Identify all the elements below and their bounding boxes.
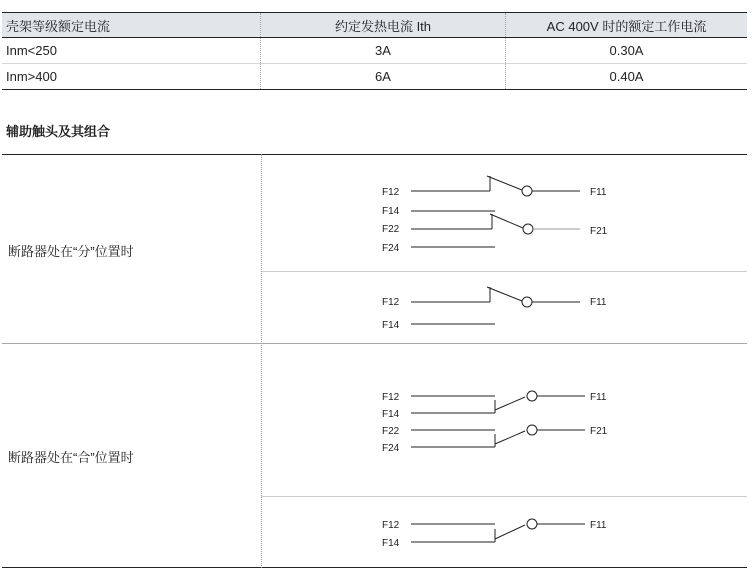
terminal-label: F12 [382,392,400,403]
terminal-label: F14 [382,206,400,217]
terminal-label: F22 [382,426,400,437]
cell-thermal-current: 3A [261,38,506,64]
terminal-label: F14 [382,409,400,420]
open-position-label: 断路器处在“分”位置时 [8,244,134,259]
header-operating-current: AC 400V 时的额定工作电流 [506,13,748,38]
rating-table [2,12,747,90]
terminal-label: F12 [382,297,400,308]
cell-operating-current: 0.30A [506,38,748,64]
open-double-contact-diagram [382,176,608,254]
closed-position-label: 断路器处在“合”位置时 [8,450,134,465]
header-thermal-current: 约定发热电流 Ith [261,13,506,38]
terminal-label: F12 [382,187,400,198]
closed-double-contact-diagram [382,391,608,454]
table-row [2,38,747,64]
rating-table-header [2,13,747,38]
cell-frame-rating: Inm>400 [2,64,261,90]
terminal-label: F11 [590,392,607,403]
terminal-label: F24 [382,443,400,454]
cell-operating-current: 0.40A [506,64,748,90]
terminal-label: F22 [382,224,400,235]
terminal-label: F11 [590,297,607,308]
cell-thermal-current: 6A [261,64,506,90]
terminal-label: F11 [590,187,607,198]
terminal-label: F14 [382,538,400,549]
contact-table [2,154,747,568]
section-title: 辅助触头及其组合 [6,124,111,139]
terminal-label: F12 [382,520,400,531]
table-row [2,64,747,90]
open-single-contact-diagram [382,287,607,331]
contact-diagrams [2,154,747,568]
terminal-label: F21 [590,226,608,237]
header-frame-rating: 壳架等级额定电流 [2,13,261,38]
terminal-label: F24 [382,243,400,254]
terminal-label: F14 [382,320,400,331]
closed-single-contact-diagram [382,519,607,549]
terminal-label: F21 [590,426,608,437]
cell-frame-rating: Inm<250 [2,38,261,64]
terminal-label: F11 [590,520,607,531]
